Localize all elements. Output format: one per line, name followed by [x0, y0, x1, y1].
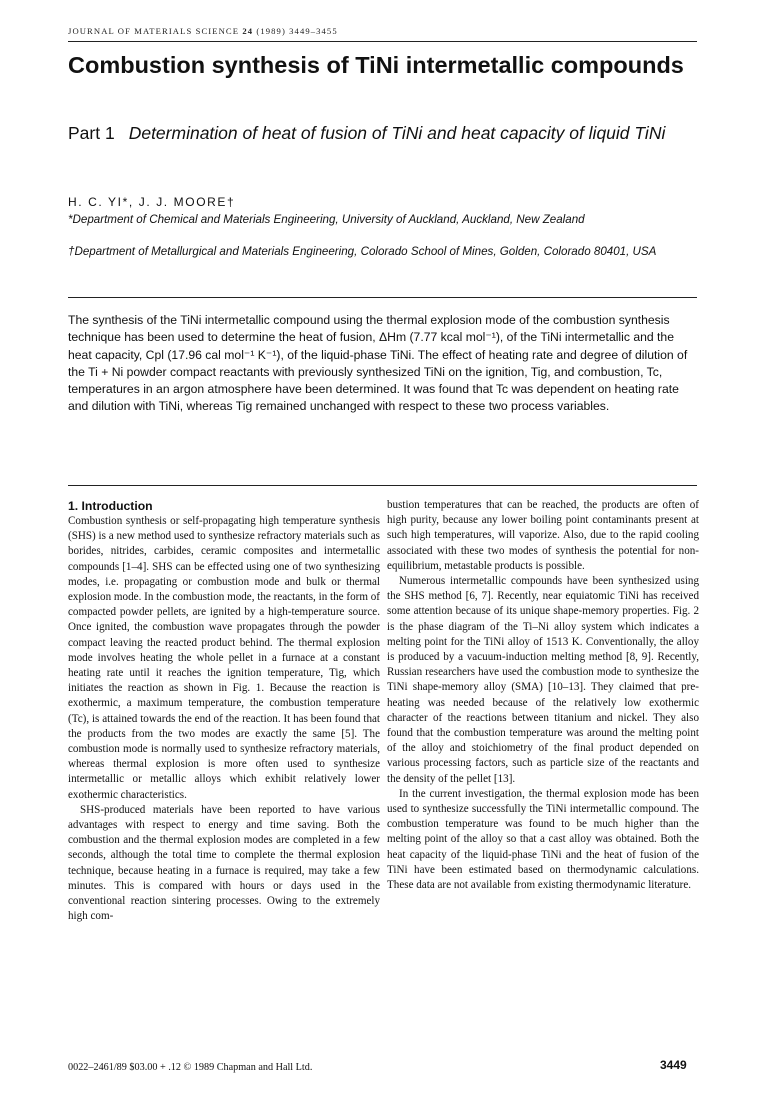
journal-header [68, 26, 338, 36]
body-paragraph: Numerous intermetallic compounds have been synthesized using the SHS method [6, 7]. Recently, near equiatomic TiNi has received some attention because of its unique shape-memory properties. Fig. 2 is the phase diagram of the Ti–Ni alloy system which indicates a melting point for the TiNi alloy of 1513 K. Conventionally, the alloy is produced by a vacuum-induction melting method [8, 9]. Recently, Russian researchers have used the combustion mode to synthesize the TiNi shape-memory alloy (SMA) [10–13]. They claimed that pre-heating was needed because of the relatively low exothermic character of the reactions between titanium and nickel. They also found that the combustion temperature was around the melting point of the alloy and stoichiometry of the final product depended on various processing factors, such as particle size of the reactants and the density of the pellet [13]. [387, 575, 699, 785]
footer-copyright: 0022–2461/89 $03.00 + .12 © 1989 Chapman and Hall Ltd. [68, 1062, 313, 1073]
paper-subtitle [68, 123, 688, 144]
body-paragraph: bustion temperatures that can be reached, the products are often of high purity, because any lower boiling point contaminants present at such high temperatures, will vaporize. Also, due to the rapid cooling associated with these two modes of synthesis the potential for non-equilibrium, metastable products is possible. [387, 499, 699, 572]
abstract-top-rule [68, 297, 697, 298]
journal-name: JOURNAL OF MATERIALS SCIENCE [68, 26, 240, 36]
right-column [387, 498, 699, 893]
affiliation-1: *Department of Chemical and Materials Engineering, University of Auckland, Auckland, New Zealand [68, 213, 585, 226]
header-rule [68, 41, 697, 42]
abstract-bottom-rule [68, 485, 697, 486]
subtitle-part: Part 1 [68, 123, 115, 143]
journal-year-pages: (1989) 3449–3455 [256, 26, 338, 36]
authors: H. C. YI*, J. J. MOORE† [68, 195, 236, 209]
section-heading: 1. Introduction [68, 499, 153, 513]
abstract: The synthesis of the TiNi intermetallic compound using the thermal explosion mode of the combustion synthesis technique has been used to determine the heat of fusion, ΔHm (7.77 kcal mol⁻¹), of the TiNi intermetallic and the heat capacity, Cpl (17.96 cal mol⁻¹ K⁻¹), of the liquid-phase TiNi. The effect of heating rate and degree of dilution of the Ti + Ni powder compact reactants with previously synthesized TiNi on the ignition, Tig, and combustion, Tc, temperatures in an argon atmosphere have been determined. It was found that Tc was dependent on heating rate and dilution with TiNi, whereas Tig remained unchanged with respect to these two process variables. [68, 313, 688, 414]
subtitle-text: Determination of heat of fusion of TiNi and heat capacity of liquid TiNi [128, 123, 666, 143]
body-paragraph: SHS-produced materials have been reported to have various advantages with respect to energy and time saving. Both the combustion and the thermal explosion modes are completed in a few seconds, although the total time to complete the thermal explosion technique, because heating in a furnace is required, may take a few minutes. This is compared with hours or days used in the conventional reaction sintering processes. Owing to the extremely high com- [68, 803, 380, 923]
paper-title: Combustion synthesis of TiNi intermetallic compounds [68, 52, 684, 78]
affiliation-2: †Department of Metallurgical and Materials Engineering, Colorado School of Mines, Golden, Colorado 80401, USA [68, 245, 657, 258]
page-number: 3449 [660, 1058, 687, 1072]
body-paragraph: Combustion synthesis or self-propagating high temperature synthesis (SHS) is a new method used to synthesize refractory materials such as borides, nitrides, carbides, ceramic composites and intermetallic compounds [1–4]. SHS can be effected using one of two synthesizing modes, i.e. propagating or combustion mode and bulk or thermal explosion mode. In the combustion mode, the reactants, in the form of compacted powder pellets, are ignited by a high-temperature source. Once ignited, the combustion wave propagates through the powder compact leaving the reacted product behind. The thermal explosion mode involves heating the whole pellet in a furnace at a constant heating rate until it reaches the ignition temperature, Tig, which initiates the reaction as shown in Fig. 1. Because the reaction is exothermic, a maximum temperature, the combustion temperature (Tc), is attained towards the end of the reaction. It has been found that the products from the two modes are exactly the same [5]. The combustion mode is normally used to synthesize refractory materials, whereas thermal explosion is more often used to synthesize intermetallic or metallic alloys which exhibit relatively lower exothermic characteristics. [68, 515, 380, 801]
journal-volume: 24 [242, 26, 254, 36]
left-column [68, 498, 380, 924]
body-paragraph: In the current investigation, the thermal explosion mode has been used to synthesize successfully the TiNi intermetallic compound. The combustion temperature was found to be much higher than the melting point of the alloy so that a cast alloy was obtained. Both the heat capacity of the liquid-phase TiNi and the heat of fusion of the TiNi have been estimated based on thermodynamic calculations. These data are not available from existing thermodynamic literature. [387, 787, 699, 892]
